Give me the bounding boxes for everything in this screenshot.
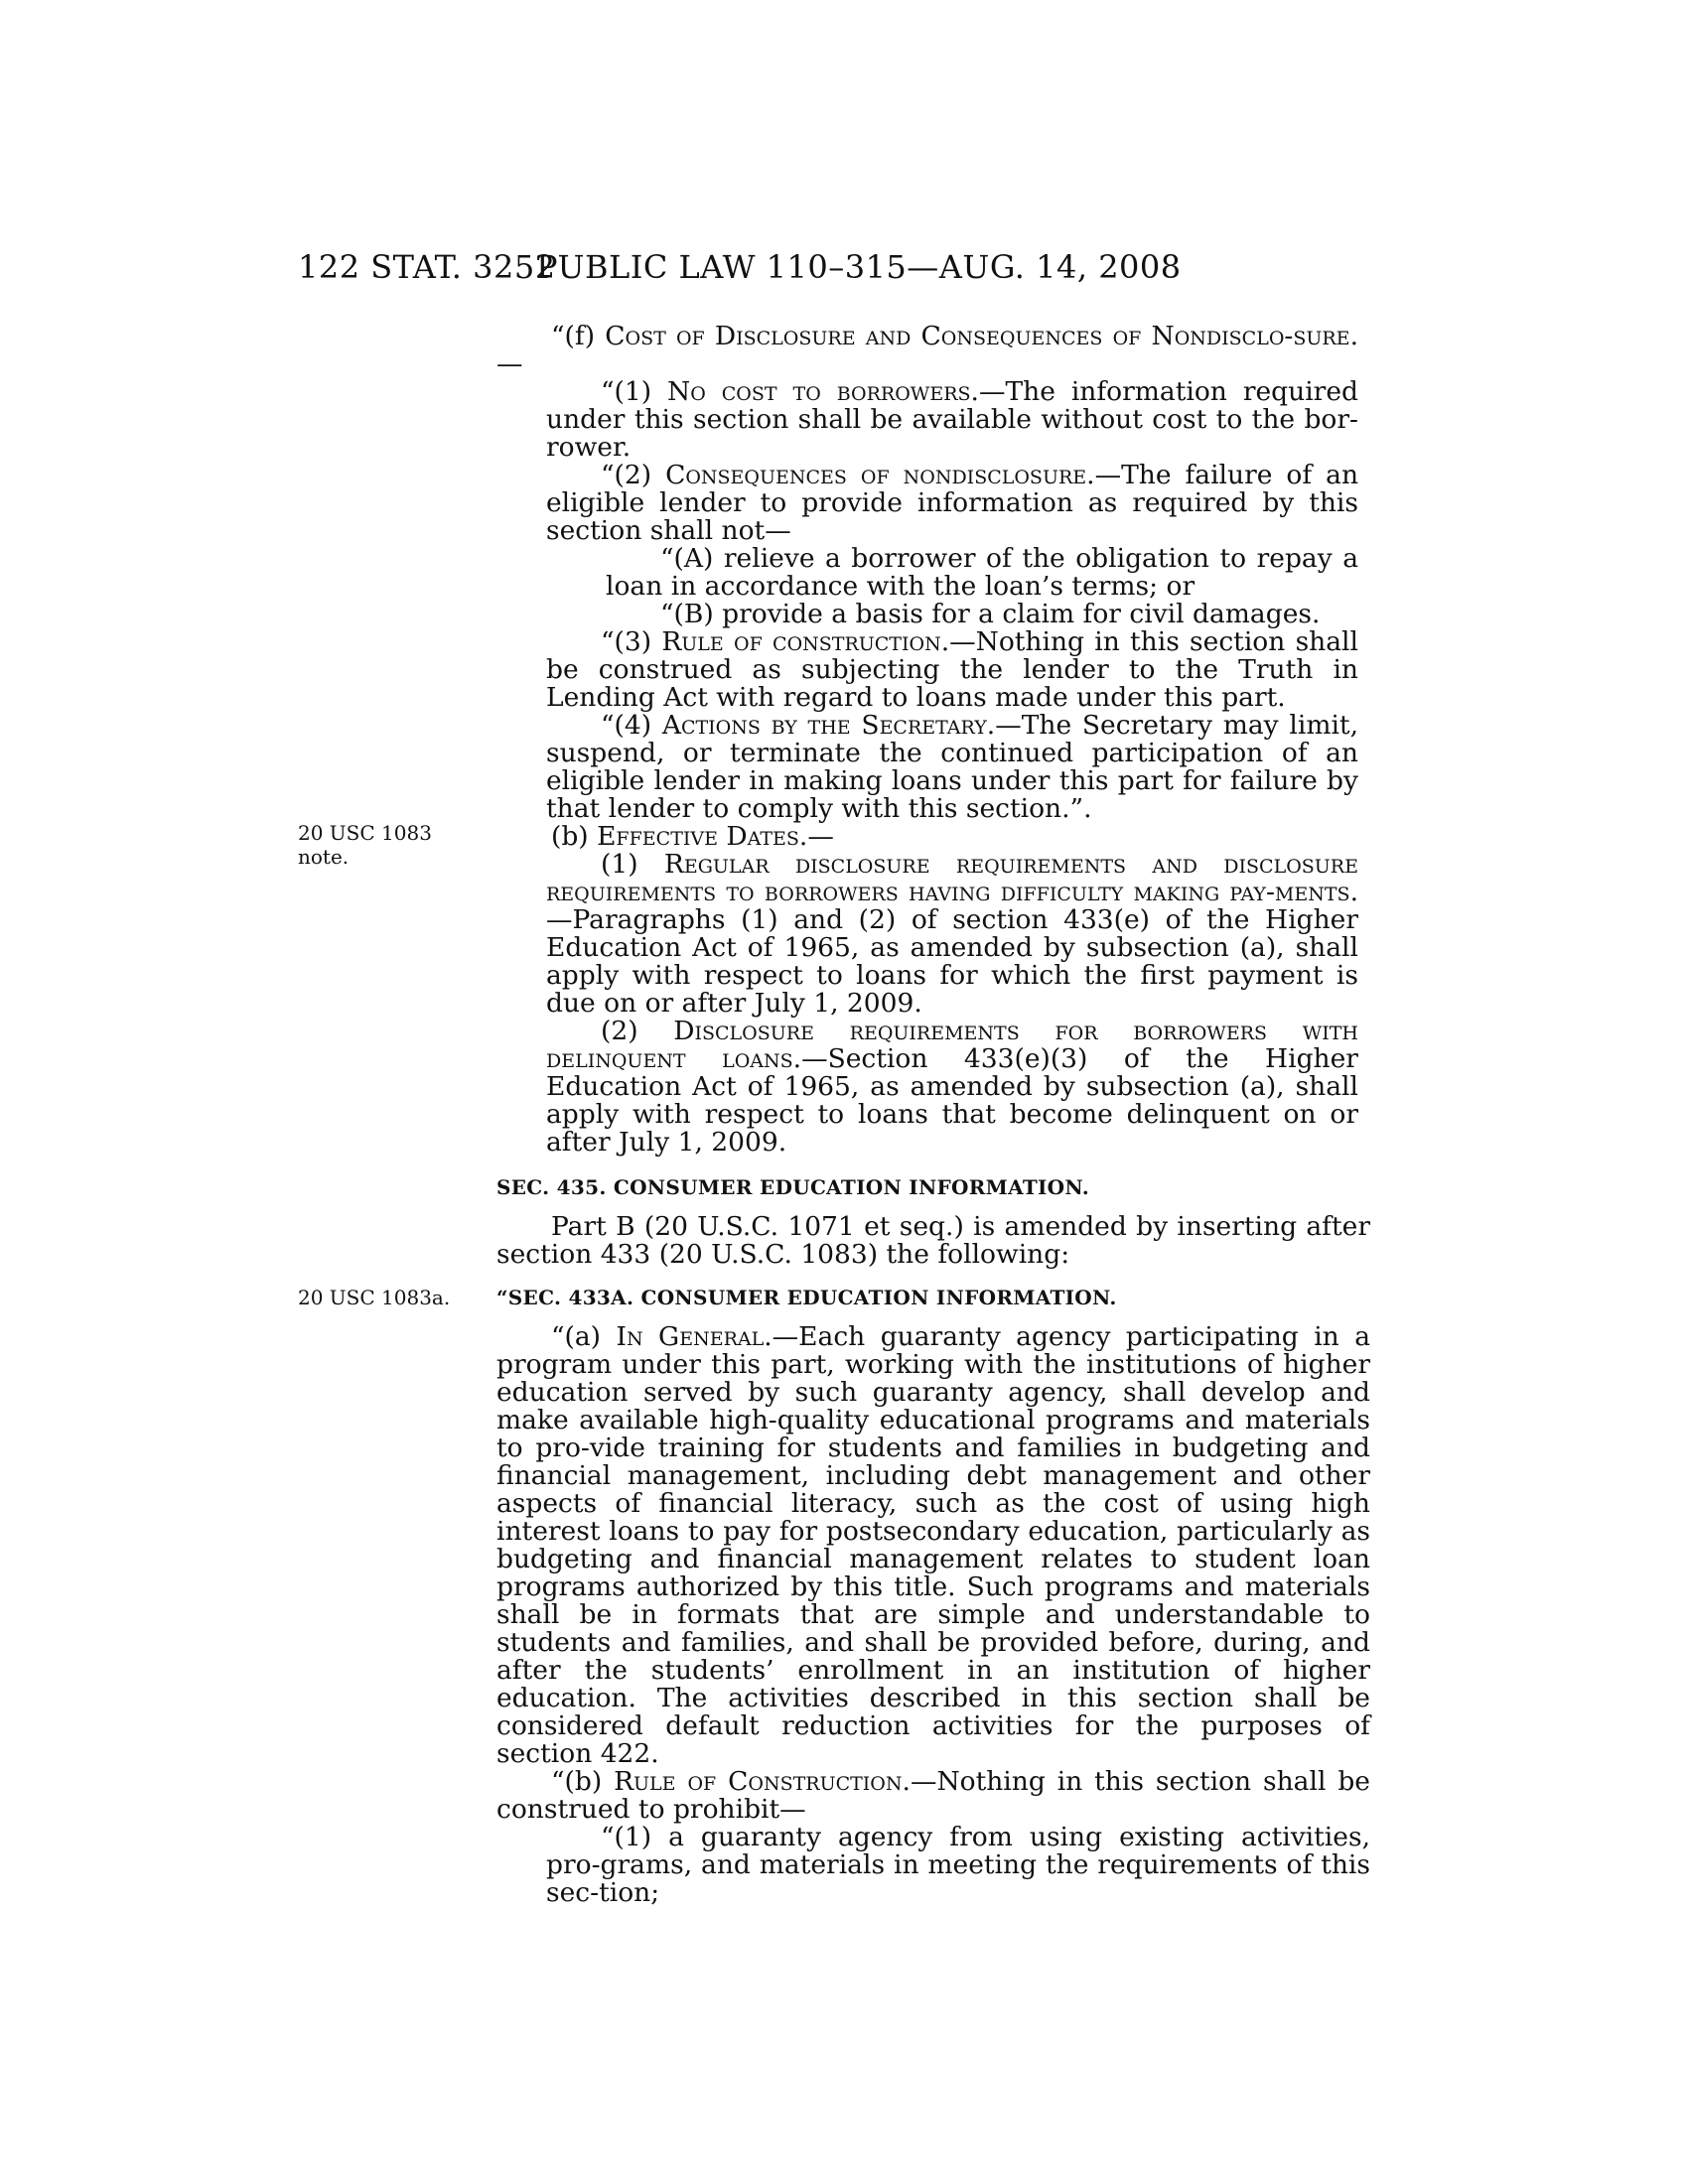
paragraph-f1: “(1) No cost to borrowers.—The information required under this section shall be available without cost to the bor-rower. <box>546 376 1359 463</box>
paragraph-f2: “(2) Consequences of nondisclosure.—The failure of an eligible lender to provide information as required by this section shall not— <box>546 460 1359 546</box>
subsection-b-heading: (b) Effective Dates.— <box>551 821 834 852</box>
margin-note-1083-line2: note. <box>298 845 350 869</box>
stat-page-number: 122 STAT. 3252 <box>298 248 556 286</box>
section-433a-heading: “SEC. 433A. CONSUMER EDUCATION INFORMATION. <box>496 1286 1117 1309</box>
main-text-block-1 <box>496 323 1358 1157</box>
margin-note-1083-line1: 20 USC 1083 <box>298 821 432 845</box>
page-title: PUBLIC LAW 110–315—AUG. 14, 2008 <box>536 248 1182 286</box>
paragraph-f3: “(3) Rule of construction.—Nothing in this section shall be construed as subjecting the lender to the Truth in Lending Act with regard to loans made under this part. <box>546 626 1358 713</box>
paragraph-433a-b1: “(1) a guaranty agency from using existing activities, pro-grams, and materials in meeting the requirements of this sec-tion; <box>546 1822 1370 1908</box>
clause-f2a: “(A) relieve a borrower of the obligation to repay a loan in accordance with the loan’s terms; or <box>606 543 1358 602</box>
section-435-text: Part B (20 U.S.C. 1071 et seq.) is amended by inserting after section 433 (20 U.S.C. 1083) the following: <box>496 1211 1370 1270</box>
subsection-433a-a: “(a) In General.—Each guaranty agency participating in a program under this part, working with the institutions of higher education served by such guaranty agency, shall develop and make available high-quality educational programs and materials to pro-vide training for students and families in budgeting and financial management, including debt management and other aspects of financial literacy, such as the cost of using high interest loans to pay for postsecondary education, particularly as budgeting and financial management relates to student loan programs authorized by this title. Such programs and materials shall be in formats that are simple and understandable to students and families, and shall be provided before, during, and after the students’ enrollment in an institution of higher education. The activities described in this section shall be considered default reduction activities for the purposes of section 422. <box>496 1321 1370 1769</box>
paragraph-b2: (2) Disclosure requirements for borrowers with delinquent loans.—Section 433(e)(3) of the Higher Education Act of 1965, as amended by subsection (a), shall apply with respect to loans that become delinquent on or after July 1, 2009. <box>546 1016 1358 1158</box>
paragraph-b1: (1) Regular disclosure requirements and disclosure requirements to borrowers having difficulty making pay-ments.—Paragraphs (1) and (2) of section 433(e) of the Higher Education Act of 1965, as amended by subsection (a), shall apply with respect to loans for which the first payment is due on or after July 1, 2009. <box>546 849 1358 1019</box>
subsection-433a-b: “(b) Rule of Construction.—Nothing in this section shall be construed to prohibit— <box>496 1766 1370 1825</box>
section-435 <box>496 1173 1370 1269</box>
section-433a <box>496 1284 1370 1907</box>
clause-f2b: “(B) provide a basis for a claim for civil damages. <box>660 599 1321 629</box>
paragraph-f4: “(4) Actions by the Secretary.—The Secretary may limit, suspend, or terminate the continued participation of an eligible lender in making loans under this part for failure by that lender to comply with this section.”. <box>546 710 1358 824</box>
subsection-f-heading: “(f) Cost of Disclosure and Consequences of Nondisclo-sure.— <box>496 321 1358 379</box>
margin-note-1083 <box>298 821 457 869</box>
section-435-heading: SEC. 435. CONSUMER EDUCATION INFORMATION. <box>496 1175 1089 1199</box>
margin-note-1083a: 20 USC 1083a. <box>298 1286 451 1309</box>
